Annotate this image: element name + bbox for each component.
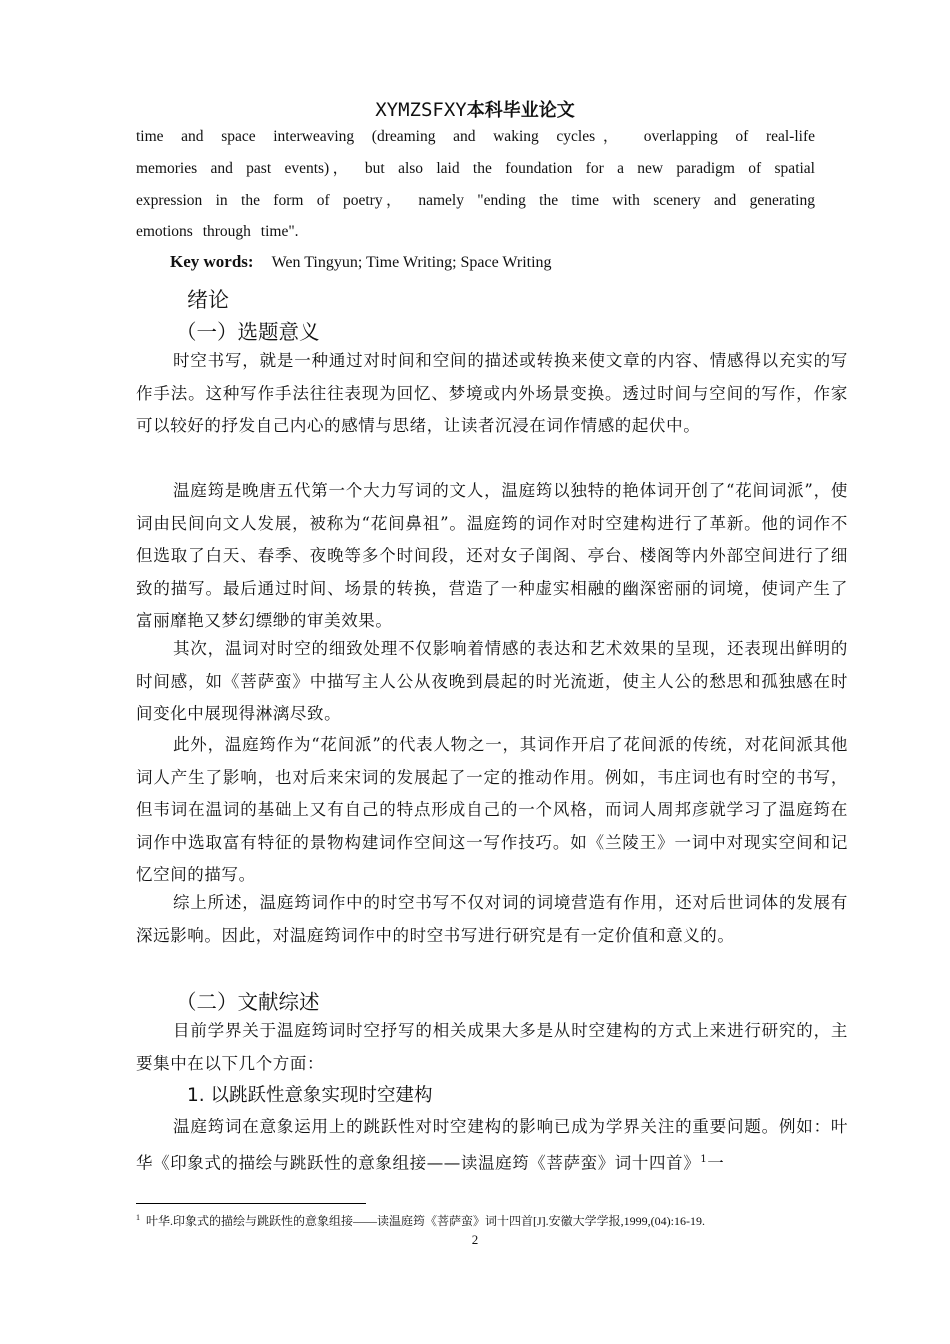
- paragraph-4: 此外，温庭筠作为“花间派”的代表人物之一，其词作开启了花间派的传统，对花间派其他词人产生了影响，也对后来宋词的发展起了一定的推动作用。例如，韦庄词也有时空的书写，但韦词在温词的基础上又有自己的特点形成自己的一个风格，而词人周邦彦就学习了温庭筠在词作中选取富有特征的景物构建词作空间这一写作技巧。如《兰陵王》一词中对现实空间和记忆空间的描写。: [136, 735, 848, 885]
- paragraph-3: 其次，温词对时空的细致处理不仅影响着情感的表达和艺术效果的呈现，还表现出鲜明的时间感，如《菩萨蛮》中描写主人公从夜晚到晨起的时光流逝，使主人公的愁思和孤独感在时间变化中展现得淋漓尽致。: [136, 639, 848, 724]
- heading-intro: 绪论: [187, 288, 229, 312]
- abstract-line-2: memories and past events)， but also laid the foundation for a new paradigm of spatial: [136, 160, 815, 177]
- footnote: [136, 1212, 705, 1229]
- page-number: 2: [471, 1232, 479, 1247]
- paragraph-2: 温庭筠是晚唐五代第一个大力写词的文人，温庭筠以独特的艳体词开创了“花间词派”，使词由民间向文人发展，被称为“花间鼻祖”。温庭筠的词作对时空建构进行了革新。他的词作不但选取了白天、春季、夜晚等多个时间段，还对女子闺阁、亭台、楼阁等内外部空间进行了细致的描写。最后通过时间、场景的转换，营造了一种虚实相融的幽深密丽的词境，使词产生了富丽靡艳又梦幻缥缈的审美效果。: [136, 481, 848, 631]
- page-header: [0, 96, 950, 122]
- paragraph-7: [136, 1111, 848, 1180]
- heading-section-2: （二）文献综述: [176, 990, 320, 1014]
- abstract-line-1: time and space interweaving (dreaming and waking cycles， overlapping of real-life: [136, 128, 815, 145]
- footnote-mark: 1: [136, 1213, 140, 1222]
- keywords: [170, 252, 552, 272]
- abstract-line-4: emotions through time".: [136, 223, 299, 240]
- header-code: XYMZSFXY: [375, 99, 467, 121]
- keywords-label: Key words:: [170, 252, 254, 271]
- keywords-value: Wen Tingyun; Time Writing; Space Writing: [271, 254, 552, 271]
- paragraph-6: 目前学界关于温庭筠词时空抒写的相关成果大多是从时空建构的方式上来进行研究的，主要集中在以下几个方面：: [136, 1021, 848, 1073]
- paragraph-1: 时空书写，就是一种通过对时间和空间的描述或转换来使文章的内容、情感得以充实的写作手法。这种写作手法往往表现为回忆、梦境或内外场景变换。透过时间与空间的写作，作家可以较好的抒发自己内心的感情与思绪，让读者沉浸在词作情感的起伏中。: [136, 351, 848, 436]
- footnote-text: 叶华.印象式的描绘与跳跃性的意象组接——读温庭筠《菩萨蛮》词十四首[J].安徽大学学报,1999,(04):16-19.: [146, 1214, 705, 1228]
- heading-subsection-1: 1. 以跳跃性意象实现时空建构: [187, 1085, 433, 1106]
- paragraph-7-tail: 一: [707, 1153, 725, 1173]
- header-title: 本科毕业论文: [466, 100, 575, 121]
- heading-section-1: （一）选题意义: [176, 320, 320, 344]
- paragraph-5: 综上所述，温庭筠词作中的时空书写不仅对词的词境营造有作用，还对后世词体的发展有深远影响。因此，对温庭筠词作中的时空书写进行研究是有一定价值和意义的。: [136, 893, 848, 945]
- paragraph-7-text: 温庭筠词在意象运用上的跳跃性对时空建构的影响已成为学界关注的重要问题。例如：叶华《印象式的描绘与跳跃性的意象组接——读温庭筠《菩萨蛮》词十四首》: [136, 1117, 848, 1173]
- abstract-line-3: expression in the form of poetry， namely "ending the time with scenery and generating: [136, 192, 815, 209]
- footnote-separator: [136, 1203, 366, 1204]
- footnote-ref[interactable]: 1: [700, 1153, 708, 1165]
